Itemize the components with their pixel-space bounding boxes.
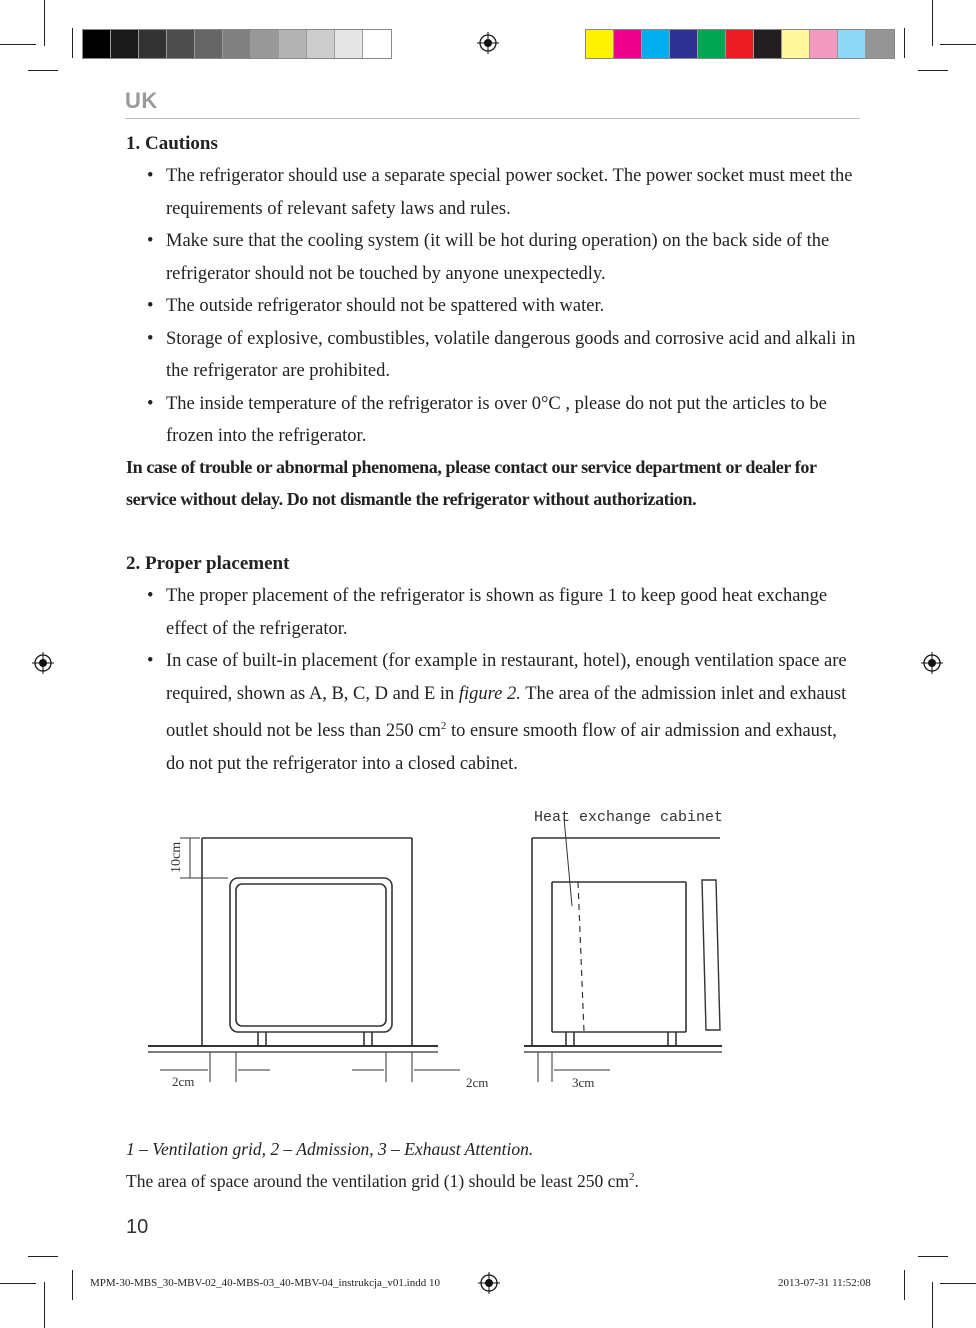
color-swatch	[838, 30, 866, 58]
color-swatch	[307, 30, 335, 58]
crop-mark	[904, 28, 905, 58]
dimension-label: 3cm	[572, 1075, 595, 1090]
crop-mark	[28, 1256, 58, 1257]
color-swatch	[335, 30, 363, 58]
note-text: .	[634, 1171, 639, 1191]
crop-mark	[932, 0, 933, 46]
color-swatch	[111, 30, 139, 58]
legend-text: 1 – Ventilation grid, 2 – Admission, 3 – Exhaust Attention.	[126, 1139, 534, 1159]
list-item: • Storage of explosive, combustibles, volatile dangerous goods and corrosive acid and alkali in the refrigerator are prohibited.	[145, 323, 860, 388]
list-item-text: to ensure smooth flow of air admission and exhaust, do not put the refrigerator into a closed cabinet.	[166, 721, 837, 774]
list-item: • The refrigerator should use a separate special power socket. The power socket must meet the requirements of relevant safety laws and rules.	[145, 160, 860, 225]
list-item: • The outside refrigerator should not be spattered with water.	[145, 290, 860, 323]
crop-mark	[72, 28, 73, 58]
color-swatch	[363, 30, 391, 58]
placement-list	[145, 580, 860, 780]
print-timestamp: 2013-07-31 11:52:08	[778, 1277, 871, 1289]
crop-mark	[904, 1270, 905, 1300]
color-swatch	[614, 30, 642, 58]
figure-legend	[126, 1139, 533, 1160]
header-rule	[125, 118, 860, 119]
color-swatch	[782, 30, 810, 58]
color-swatch	[726, 30, 754, 58]
crop-mark	[0, 44, 36, 45]
figure-reference: figure 2.	[458, 683, 521, 704]
crop-mark	[932, 1282, 933, 1328]
color-swatch	[223, 30, 251, 58]
process-color-bar	[585, 29, 895, 59]
color-swatch	[754, 30, 782, 58]
crop-mark	[44, 0, 45, 46]
registration-mark-icon	[478, 1272, 500, 1294]
registration-mark-icon	[477, 32, 499, 54]
color-swatch	[83, 30, 111, 58]
superscript: 2	[440, 720, 447, 732]
color-swatch	[279, 30, 307, 58]
color-swatch	[167, 30, 195, 58]
side-view-figure	[524, 818, 722, 1082]
list-item: • The proper placement of the refrigerator is shown as figure 1 to keep good heat exchange effect of the refrigerator.	[145, 580, 860, 645]
color-swatch	[698, 30, 726, 58]
grayscale-color-bar	[82, 29, 392, 59]
color-swatch	[586, 30, 614, 58]
file-slug: MPM-30-MBS_30-MBV-02_40-MBS-03_40-MBV-04_instrukcja_v01.indd 10	[90, 1277, 440, 1289]
registration-mark-icon	[32, 652, 54, 674]
color-swatch	[251, 30, 279, 58]
color-swatch	[139, 30, 167, 58]
list-item-text: The area of the admission inlet and exhaust outlet should not be less than 250 cm	[166, 683, 847, 742]
list-item: • The inside temperature of the refrigerator is over 0°C , please do not put the articles to be frozen into the refrigerator.	[145, 388, 860, 453]
crop-mark	[28, 70, 58, 71]
crop-mark	[940, 1283, 976, 1284]
crop-mark	[72, 1270, 73, 1300]
front-view-figure	[148, 838, 460, 1082]
section-heading-cautions: 1. Cautions	[126, 133, 218, 154]
color-swatch	[810, 30, 838, 58]
color-swatch	[195, 30, 223, 58]
dimension-label: 2cm	[466, 1075, 489, 1090]
placement-diagram	[140, 800, 740, 1100]
crop-mark	[44, 1282, 45, 1328]
crop-mark	[0, 1283, 36, 1284]
section-heading-placement: 2. Proper placement	[126, 553, 290, 574]
color-swatch	[642, 30, 670, 58]
list-item: • Make sure that the cooling system (it will be hot during operation) on the back side of the refrigerator should not be touched by anyone unexpectedly.	[145, 225, 860, 290]
crop-mark	[918, 1256, 948, 1257]
registration-mark-icon	[921, 652, 943, 674]
list-item	[145, 645, 860, 780]
dimension-label: 10cm	[169, 841, 184, 873]
language-tag: UK	[125, 88, 158, 113]
ventilation-note	[126, 1171, 639, 1192]
dimension-label: 2cm	[172, 1074, 195, 1089]
color-swatch	[866, 30, 894, 58]
service-warning-note: In case of trouble or abnormal phenomena, please contact our service department or dealer for service without delay. Do not dismantle the refrigerator without authorization.	[126, 457, 817, 509]
color-swatch	[670, 30, 698, 58]
list-item-text: In case of built-in placement (for example in restaurant, hotel), enough ventilation space are required, shown as A, B, C, D and E in	[166, 651, 847, 704]
crop-mark	[918, 70, 948, 71]
superscript: 2	[628, 1171, 635, 1184]
crop-mark	[940, 44, 976, 45]
cautions-list	[145, 160, 860, 453]
note-text: The area of space around the ventilation grid (1) should be least 250 cm	[126, 1171, 629, 1191]
page-number: 10	[126, 1216, 149, 1238]
heat-exchange-label: Heat exchange cabinet	[534, 809, 724, 826]
